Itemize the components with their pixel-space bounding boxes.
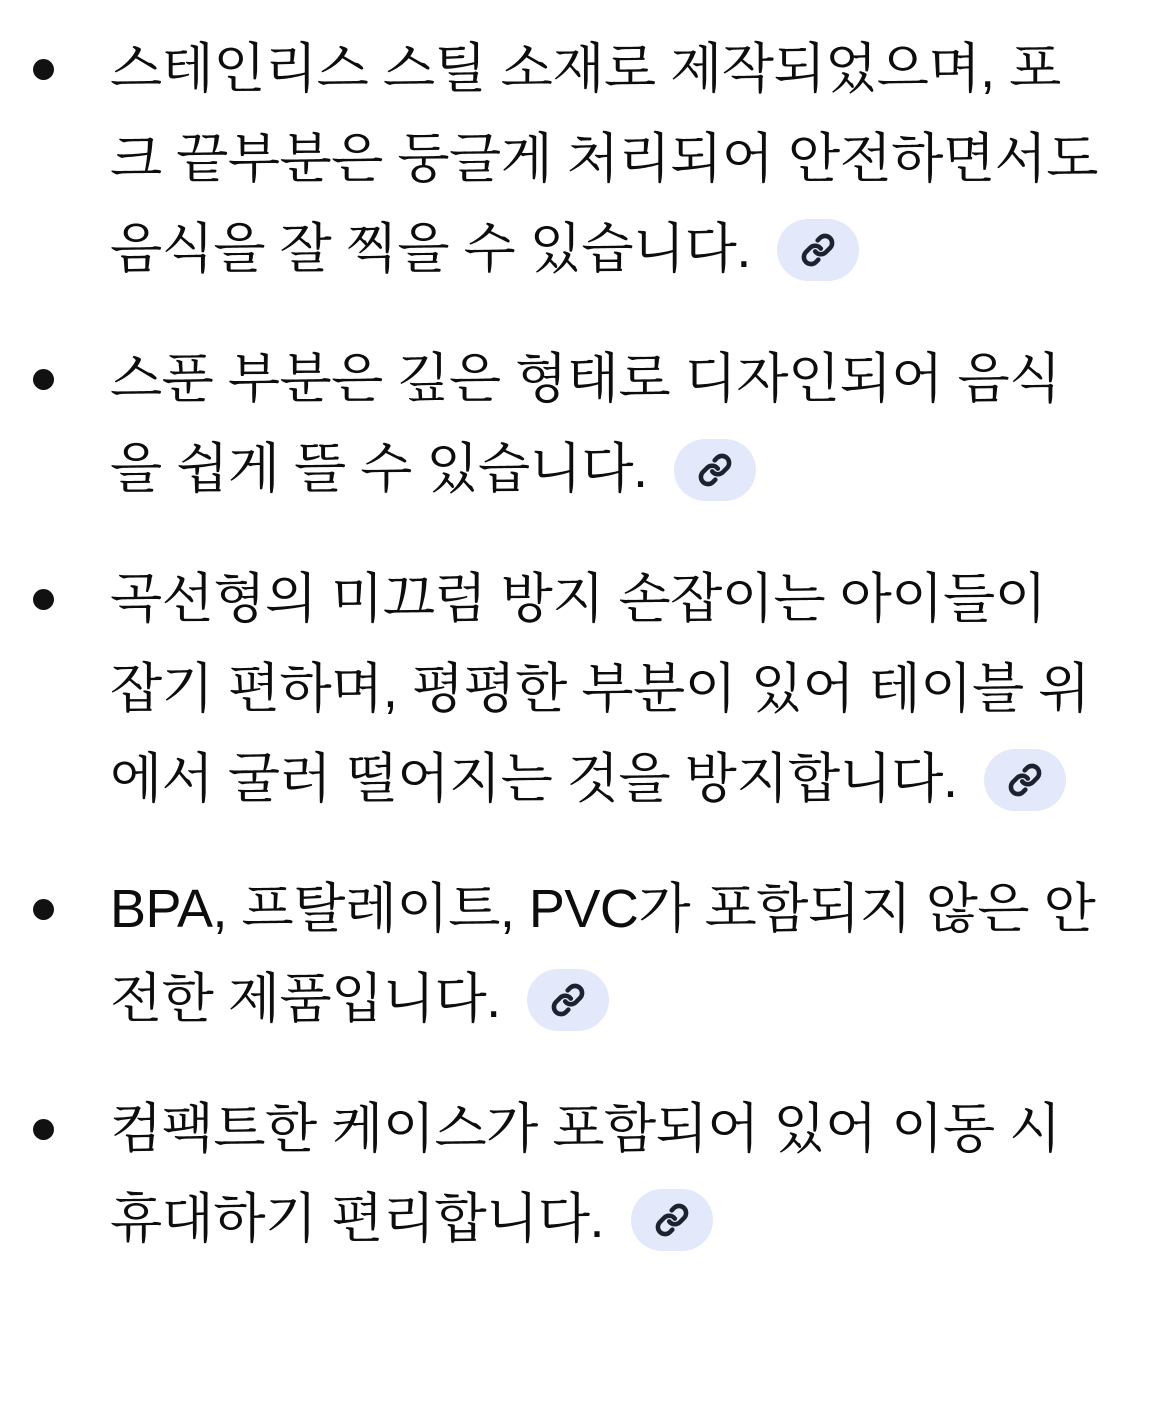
citation-link-button[interactable] bbox=[984, 749, 1066, 811]
list-item bbox=[0, 24, 1170, 294]
feature-text: 스푼 부분은 깊은 형태로 디자인되어 음식을 쉽게 뜰 수 있습니다. bbox=[110, 349, 1061, 499]
bullet-marker bbox=[33, 1119, 54, 1140]
list-item bbox=[0, 1084, 1170, 1264]
citation-link-button[interactable] bbox=[777, 219, 859, 281]
list-item bbox=[0, 554, 1170, 824]
link-icon bbox=[698, 453, 732, 487]
bullet-marker bbox=[33, 59, 54, 80]
feature-text: BPA, 프탈레이트, PVC가 포함되지 않은 안전한 제품입니다. bbox=[110, 879, 1096, 1029]
list-item bbox=[0, 334, 1170, 514]
citation-link-button[interactable] bbox=[631, 1189, 713, 1251]
bullet-marker bbox=[33, 369, 54, 390]
link-icon bbox=[655, 1203, 689, 1237]
feature-text: 컴팩트한 케이스가 포함되어 있어 이동 시 휴대하기 편리합니다. bbox=[110, 1099, 1061, 1249]
link-icon bbox=[1008, 763, 1042, 797]
list-item bbox=[0, 864, 1170, 1044]
citation-link-button[interactable] bbox=[674, 439, 756, 501]
feature-text: 곡선형의 미끄럼 방지 손잡이는 아이들이 잡기 편하며, 평평한 부분이 있어 테이블 위에서 굴러 떨어지는 것을 방지합니다. bbox=[110, 569, 1090, 809]
bullet-marker bbox=[33, 589, 54, 610]
citation-link-button[interactable] bbox=[527, 969, 609, 1031]
link-icon bbox=[801, 233, 835, 267]
product-feature-list bbox=[0, 24, 1170, 1264]
link-icon bbox=[551, 983, 585, 1017]
bullet-marker bbox=[33, 899, 54, 920]
feature-text: 스테인리스 스틸 소재로 제작되었으며, 포크 끝부분은 둥글게 처리되어 안전하면서도 음식을 잘 찍을 수 있습니다. bbox=[110, 39, 1098, 279]
